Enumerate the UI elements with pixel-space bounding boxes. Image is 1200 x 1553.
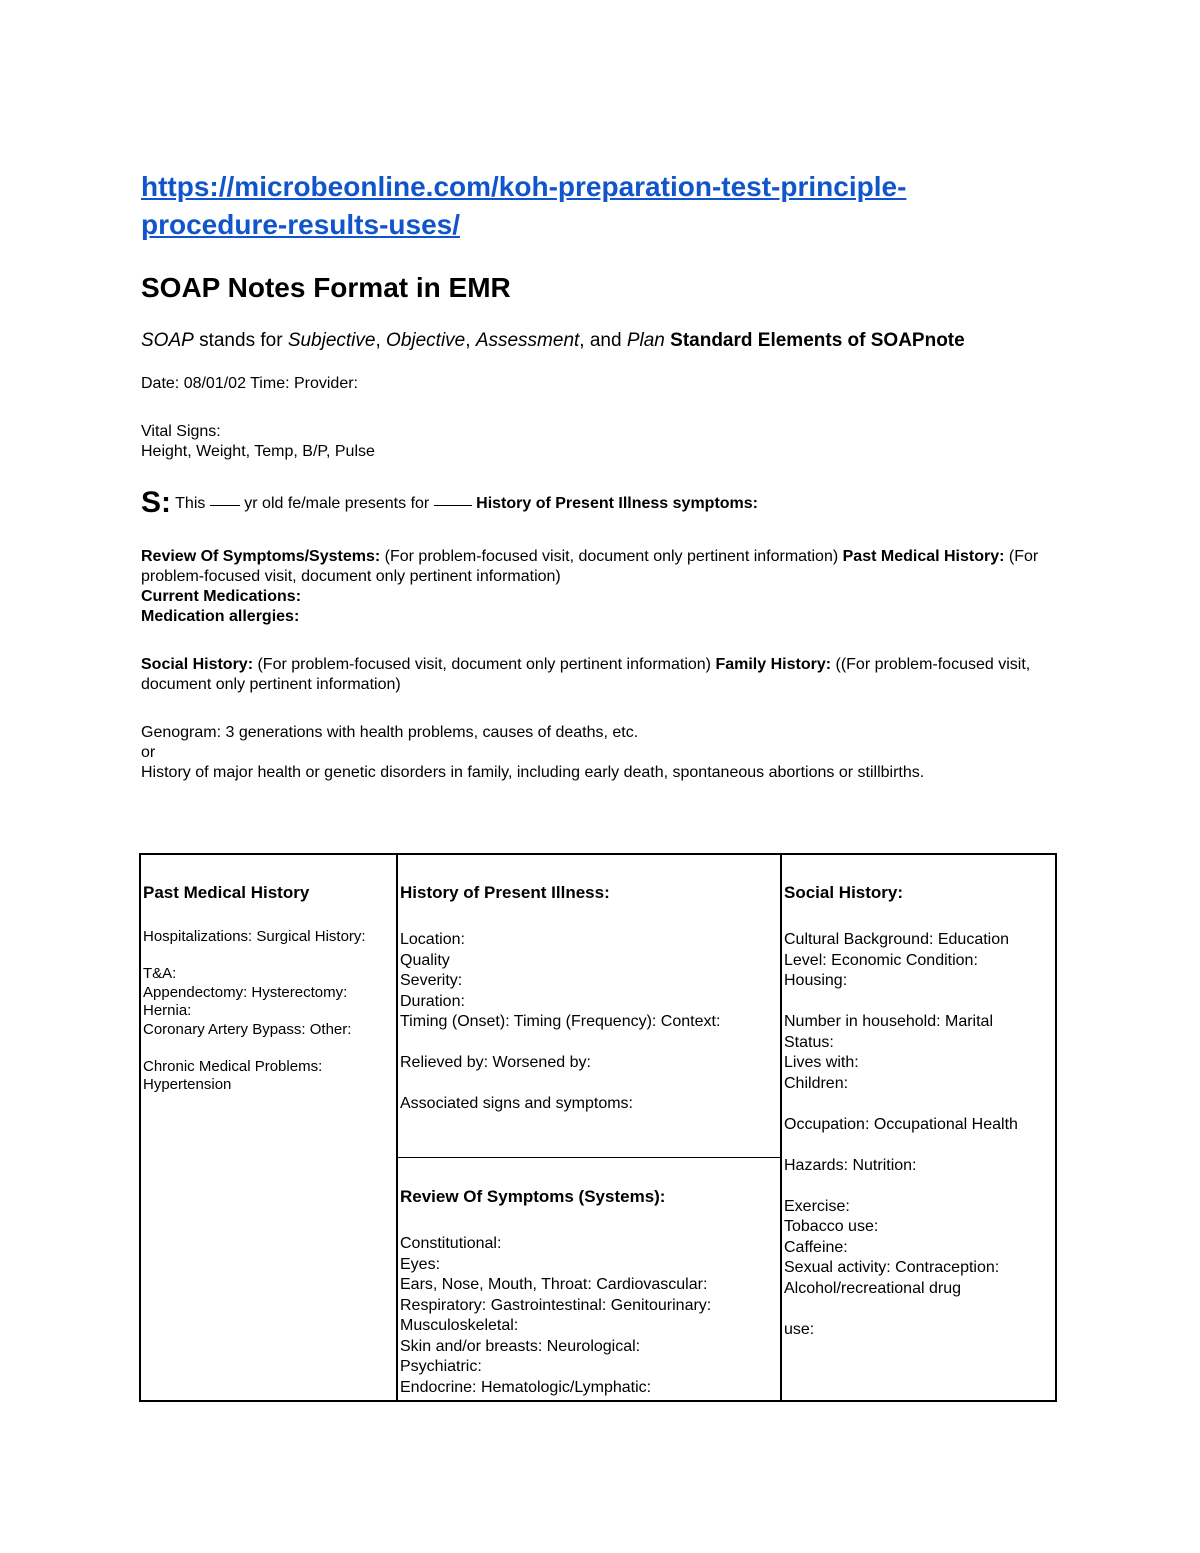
table-line: Hernia: <box>143 1002 192 1019</box>
ros-text: (For problem-focused visit, document only pertinent information) <box>380 548 843 565</box>
table-line: Occupation: Occupational Health <box>784 1115 1018 1133</box>
table-line: Appendectomy: Hysterectomy: <box>143 983 348 1001</box>
table-line: Skin and/or breasts: Neurological: <box>400 1337 641 1355</box>
subjective-line <box>141 488 1061 519</box>
age-blank <box>210 495 240 506</box>
table-line: Coronary Artery Bypass: Other: <box>143 1020 352 1038</box>
social-paragraph <box>141 655 1041 695</box>
table-line: Level: Economic Condition: <box>784 951 978 969</box>
hpi-cell <box>400 882 778 1115</box>
table-line <box>784 1176 1053 1197</box>
intro-sep: , <box>465 330 476 351</box>
table-line: Sexual activity: Contraception: <box>784 1259 1000 1276</box>
pmh-header: Past Medical History <box>143 883 310 902</box>
table-line: Tobacco use: <box>784 1218 879 1235</box>
table-line: Housing: <box>784 972 848 989</box>
table-line: Hypertension <box>143 1076 232 1093</box>
table-line: Timing (Onset): Timing (Frequency): Context: <box>400 1013 721 1030</box>
hpi-lines <box>400 930 778 1115</box>
table-line: Lives with: <box>784 1054 859 1071</box>
table-line: Chronic Medical Problems: <box>143 1057 323 1075</box>
table-line: Duration: <box>400 992 465 1010</box>
genogram-line: Genogram: 3 generations with health problems, causes of deaths, etc. <box>141 724 639 741</box>
vital-signs-label: Vital Signs: <box>141 423 221 440</box>
table-line <box>143 1039 394 1058</box>
hpi-header: History of Present Illness: <box>400 883 610 902</box>
history-table <box>139 853 1057 1402</box>
source-link-line2: procedure-results-uses/ <box>141 209 460 240</box>
table-line: Children: <box>784 1074 849 1092</box>
family-history-label: Family History: <box>715 656 832 673</box>
medication-allergies-label: Medication allergies: <box>141 608 300 625</box>
table-line: Eyes: <box>400 1255 441 1273</box>
pmh-label: Past Medical History: <box>842 548 1005 565</box>
intro-sep: , <box>375 330 387 351</box>
table-line <box>784 1299 1053 1320</box>
pmh-cell <box>143 882 394 1095</box>
intro-sep: , and <box>579 330 627 351</box>
intro-subjective: Subjective <box>287 330 376 351</box>
ros-cell <box>400 1186 778 1398</box>
social-history-column <box>782 855 1055 1400</box>
pmh-lines <box>143 928 394 1095</box>
genogram-or: or <box>141 744 156 761</box>
table-line: Caffeine: <box>784 1238 848 1256</box>
intro-plan: Plan <box>626 330 665 351</box>
table-line: Musculoskeletal: <box>400 1317 519 1334</box>
table-line <box>400 1074 778 1095</box>
intro-text: stands for <box>193 330 288 351</box>
intro-soap: SOAP <box>141 330 194 351</box>
subjective-marker: S: <box>141 486 171 519</box>
table-line: Status: <box>784 1033 834 1051</box>
genogram-paragraph <box>141 723 1041 783</box>
ros-header: Review Of Symptoms (Systems): <box>400 1187 666 1206</box>
table-line: Ears, Nose, Mouth, Throat: Cardiovascular: <box>400 1276 708 1293</box>
table-line <box>784 1135 1053 1156</box>
complaint-blank <box>434 495 472 506</box>
pmh-text: (For problem-focused visit, document only pertinent information) <box>141 548 1039 585</box>
table-line <box>784 1094 1053 1115</box>
intro-elements: Standard Elements of SOAPnote <box>664 330 965 351</box>
table-line: use: <box>784 1320 815 1338</box>
current-medications-label: Current Medications: <box>141 588 302 605</box>
table-line <box>143 947 394 966</box>
pmh-column <box>141 855 398 1400</box>
table-line: Alcohol/recreational drug <box>784 1279 961 1297</box>
source-link-line1: https://microbeonline.com/koh-preparation-test-principle- <box>141 171 907 202</box>
vital-signs <box>141 422 1061 462</box>
intro-paragraph <box>141 328 1001 354</box>
ros-label: Review Of Symptoms/Systems: <box>141 548 381 565</box>
date-time-provider: Date: 08/01/02 Time: Provider: <box>141 375 358 392</box>
table-line: Constitutional: <box>400 1235 502 1252</box>
table-line <box>784 992 1053 1013</box>
table-line: Number in household: Marital <box>784 1013 993 1030</box>
source-link[interactable] <box>141 168 1021 244</box>
table-line: Location: <box>400 931 465 948</box>
table-line: Endocrine: Hematologic/Lymphatic: <box>400 1378 652 1396</box>
document-page <box>141 168 1061 783</box>
social-history-text: (For problem-focused visit, document only pertinent information) <box>253 656 716 673</box>
table-line: Cultural Background: Education <box>784 931 1010 948</box>
sh-header: Social History: <box>784 883 904 902</box>
subjective-text: This <box>171 495 210 512</box>
intro-assessment: Assessment <box>475 330 580 351</box>
hpi-symptoms-label: History of Present Illness symptoms: <box>471 495 758 512</box>
family-history-text: ((For problem-focused visit, document only pertinent information) <box>141 656 1031 693</box>
intro-objective: Objective <box>386 330 466 351</box>
table-line: Relieved by: Worsened by: <box>400 1054 591 1071</box>
table-line: Respiratory: Gastrointestinal: Genitourinary: <box>400 1296 712 1314</box>
vital-signs-items: Height, Weight, Temp, B/P, Pulse <box>141 443 375 460</box>
subjective-text: yr old fe/male presents for <box>239 495 434 512</box>
page-title: SOAP Notes Format in EMR <box>141 272 511 303</box>
sh-cell <box>784 882 1053 1340</box>
hpi-column <box>398 855 782 1400</box>
table-line: Associated signs and symptoms: <box>400 1095 633 1112</box>
table-line: Exercise: <box>784 1197 850 1215</box>
table-line: Hospitalizations: Surgical History: <box>143 928 366 945</box>
social-history-label: Social History: <box>141 656 254 673</box>
review-paragraph <box>141 547 1041 627</box>
ros-lines <box>400 1234 778 1398</box>
table-line: Psychiatric: <box>400 1358 482 1375</box>
hpi-ros-divider <box>398 1157 780 1158</box>
sh-lines <box>784 930 1053 1340</box>
table-line <box>400 1033 778 1054</box>
table-line: Hazards: Nutrition: <box>784 1156 917 1174</box>
table-line: T&A: <box>143 965 177 982</box>
genogram-history-line: History of major health or genetic disorders in family, including early death, spontaneous abortions or stillbirths. <box>141 764 925 781</box>
table-line: Quality <box>400 951 450 969</box>
table-line: Severity: <box>400 972 463 989</box>
